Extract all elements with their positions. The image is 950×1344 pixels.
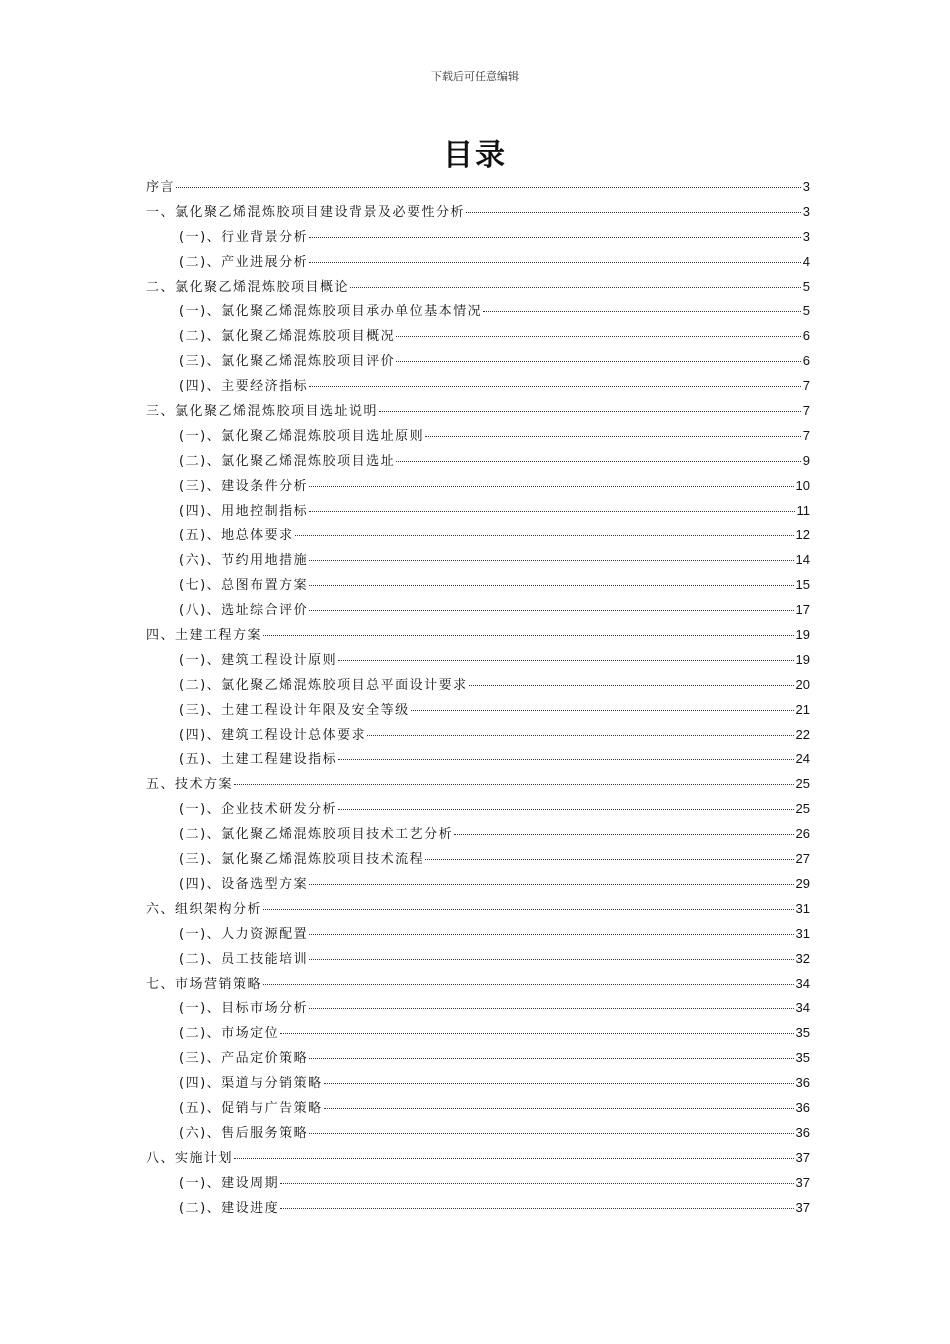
toc-entry[interactable] xyxy=(146,649,810,674)
toc-entry-page-number: 37 xyxy=(795,1174,810,1190)
toc-entry-label: (二)、氯化聚乙烯混炼胶项目总平面设计要求 xyxy=(179,677,468,693)
toc-entry-label: (四)、设备选型方案 xyxy=(179,876,309,892)
toc-entry-label: 三、氯化聚乙烯混炼胶项目选址说明 xyxy=(146,404,379,420)
toc-entry-page-number: 4 xyxy=(802,253,810,269)
toc-entry[interactable] xyxy=(146,923,810,948)
toc-entry-label: (三)、建设条件分析 xyxy=(179,478,309,494)
toc-entry-page-number: 22 xyxy=(795,726,810,742)
toc-entry[interactable] xyxy=(146,1147,810,1172)
toc-entry[interactable] xyxy=(146,873,810,898)
toc-entry-page-number: 3 xyxy=(802,179,810,194)
toc-entry[interactable] xyxy=(146,773,810,798)
toc-entry-label: 七、市场营销策略 xyxy=(146,976,263,992)
toc-entry[interactable] xyxy=(146,500,810,525)
toc-dot-leader xyxy=(309,1058,793,1059)
toc-entry-page-number: 6 xyxy=(802,353,810,369)
toc-entry-label: (五)、促销与广告策略 xyxy=(179,1100,323,1116)
toc-entry[interactable] xyxy=(146,1122,810,1147)
toc-entry-page-number: 24 xyxy=(795,751,810,767)
toc-entry-label: (四)、渠道与分销策略 xyxy=(179,1076,323,1092)
toc-entry-label: (二)、员工技能培训 xyxy=(179,951,309,967)
toc-dot-leader xyxy=(338,759,793,760)
toc-entry-page-number: 34 xyxy=(795,975,810,991)
toc-dot-leader xyxy=(234,1158,794,1159)
toc-entry-label: (一)、人力资源配置 xyxy=(179,926,309,942)
toc-dot-leader xyxy=(309,959,793,960)
toc-entry-label: (四)、主要经济指标 xyxy=(179,379,309,395)
toc-entry[interactable] xyxy=(146,798,810,823)
toc-entry-page-number: 35 xyxy=(795,1025,810,1041)
toc-dot-leader xyxy=(454,834,793,835)
toc-entry-page-number: 37 xyxy=(795,1149,810,1165)
toc-entry-page-number: 14 xyxy=(795,552,810,568)
toc-dot-leader xyxy=(309,560,793,561)
toc-dot-leader xyxy=(309,934,793,935)
toc-entry[interactable] xyxy=(146,1072,810,1097)
toc-entry-label: (一)、氯化聚乙烯混炼胶项目选址原则 xyxy=(179,428,425,444)
toc-dot-leader xyxy=(396,336,801,337)
toc-dot-leader xyxy=(324,1108,794,1109)
toc-entry-page-number: 10 xyxy=(795,477,810,493)
toc-entry-label: (三)、氯化聚乙烯混炼胶项目评价 xyxy=(179,354,396,370)
toc-entry-label: (二)、氯化聚乙烯混炼胶项目概况 xyxy=(179,329,396,345)
toc-entry[interactable] xyxy=(146,674,810,699)
toc-entry-label: (六)、节约用地措施 xyxy=(179,553,309,569)
toc-entry[interactable] xyxy=(146,226,810,251)
toc-entry-label: (二)、氯化聚乙烯混炼胶项目技术工艺分析 xyxy=(179,827,454,843)
toc-dot-leader xyxy=(309,486,793,487)
toc-dot-leader xyxy=(309,262,801,263)
toc-dot-leader xyxy=(309,386,801,387)
toc-entry-page-number: 36 xyxy=(795,1075,810,1091)
toc-dot-leader xyxy=(309,884,793,885)
toc-entry-page-number: 32 xyxy=(795,950,810,966)
toc-entry-label: (一)、行业背景分析 xyxy=(179,229,309,245)
toc-entry-page-number: 36 xyxy=(795,1124,810,1140)
toc-dot-leader xyxy=(309,237,801,238)
toc-entry[interactable] xyxy=(146,973,810,998)
toc-entry-page-number: 11 xyxy=(796,502,810,518)
toc-entry-page-number: 35 xyxy=(795,1050,810,1066)
toc-entry[interactable] xyxy=(146,325,810,350)
toc-dot-leader xyxy=(309,610,793,611)
toc-entry-label: (五)、土建工程建设指标 xyxy=(179,752,338,768)
toc-entry-page-number: 31 xyxy=(795,900,810,916)
toc-entry[interactable] xyxy=(146,599,810,624)
toc-entry-page-number: 29 xyxy=(795,875,810,891)
toc-dot-leader xyxy=(396,461,801,462)
toc-entry-label: (二)、市场定位 xyxy=(179,1026,280,1042)
toc-dot-leader xyxy=(309,511,794,512)
toc-entry[interactable] xyxy=(146,549,810,574)
toc-entry-label: (三)、土建工程设计年限及安全等级 xyxy=(179,702,410,718)
toc-dot-leader xyxy=(263,909,794,910)
toc-entry-label: 序言 xyxy=(146,180,176,195)
toc-entry-page-number: 7 xyxy=(802,403,810,419)
toc-entry-page-number: 3 xyxy=(802,203,810,219)
toc-dot-leader xyxy=(350,287,801,288)
toc-entry-label: (二)、建设进度 xyxy=(179,1200,280,1216)
toc-entry[interactable] xyxy=(146,1197,810,1222)
toc-entry-page-number: 6 xyxy=(802,328,810,344)
toc-dot-leader xyxy=(295,535,794,536)
toc-entry-page-number: 9 xyxy=(802,452,810,468)
table-of-contents xyxy=(146,176,810,1221)
toc-dot-leader xyxy=(309,1133,793,1134)
toc-entry[interactable] xyxy=(146,1022,810,1047)
toc-dot-leader xyxy=(483,311,801,312)
toc-entry-label: 五、技术方案 xyxy=(146,777,234,793)
toc-dot-leader xyxy=(280,1033,793,1034)
toc-entry-label: 一、氯化聚乙烯混炼胶项目建设背景及必要性分析 xyxy=(146,204,466,220)
toc-entry[interactable] xyxy=(146,475,810,500)
toc-entry-label: (二)、氯化聚乙烯混炼胶项目选址 xyxy=(179,453,396,469)
toc-dot-leader xyxy=(425,436,801,437)
toc-entry-label: (一)、目标市场分析 xyxy=(179,1001,309,1017)
toc-entry[interactable] xyxy=(146,176,810,201)
toc-entry-page-number: 27 xyxy=(795,851,810,867)
toc-entry-label: 六、组织架构分析 xyxy=(146,901,263,917)
toc-dot-leader xyxy=(280,1208,793,1209)
toc-entry-page-number: 19 xyxy=(795,651,810,667)
toc-entry-label: (二)、产业进展分析 xyxy=(179,254,309,270)
toc-entry-page-number: 17 xyxy=(795,602,810,618)
toc-dot-leader xyxy=(338,809,793,810)
toc-entry-page-number: 26 xyxy=(795,826,810,842)
toc-entry-label: (五)、地总体要求 xyxy=(179,528,294,544)
toc-entry-label: 八、实施计划 xyxy=(146,1150,234,1166)
toc-entry[interactable] xyxy=(146,823,810,848)
toc-entry[interactable] xyxy=(146,524,810,549)
toc-entry-page-number: 25 xyxy=(795,801,810,817)
toc-entry-label: (一)、建设周期 xyxy=(179,1175,280,1191)
toc-entry-label: 四、土建工程方案 xyxy=(146,628,263,644)
toc-entry[interactable] xyxy=(146,574,810,599)
toc-entry[interactable] xyxy=(146,450,810,475)
page-header-note: 下载后可任意编辑 xyxy=(431,70,519,83)
toc-entry-page-number: 19 xyxy=(795,627,810,643)
toc-entry-label: (四)、建筑工程设计总体要求 xyxy=(179,727,367,743)
toc-dot-leader xyxy=(309,585,793,586)
toc-entry-page-number: 7 xyxy=(802,378,810,394)
toc-dot-leader xyxy=(234,784,794,785)
toc-dot-leader xyxy=(411,710,794,711)
toc-entry[interactable] xyxy=(146,201,810,226)
toc-entry-page-number: 5 xyxy=(802,278,810,294)
toc-entry-label: (八)、选址综合评价 xyxy=(179,603,309,619)
toc-entry-page-number: 21 xyxy=(795,701,810,717)
toc-entry[interactable] xyxy=(146,300,810,325)
toc-dot-leader xyxy=(263,635,794,636)
toc-entry-label: (三)、产品定价策略 xyxy=(179,1051,309,1067)
toc-entry-page-number: 20 xyxy=(795,676,810,692)
toc-entry[interactable] xyxy=(146,1047,810,1072)
toc-dot-leader xyxy=(466,212,801,213)
toc-dot-leader xyxy=(425,859,793,860)
toc-entry-page-number: 36 xyxy=(795,1099,810,1115)
toc-entry-page-number: 12 xyxy=(795,527,810,543)
toc-dot-leader xyxy=(338,660,793,661)
toc-entry-page-number: 25 xyxy=(795,776,810,792)
toc-entry[interactable] xyxy=(146,848,810,873)
toc-dot-leader xyxy=(379,411,801,412)
toc-dot-leader xyxy=(469,685,794,686)
toc-entry-label: (一)、企业技术研发分析 xyxy=(179,802,338,818)
toc-dot-leader xyxy=(263,984,794,985)
toc-entry[interactable] xyxy=(146,699,810,724)
toc-entry[interactable] xyxy=(146,624,810,649)
toc-entry[interactable] xyxy=(146,276,810,301)
toc-entry[interactable] xyxy=(146,948,810,973)
toc-entry-label: (一)、建筑工程设计原则 xyxy=(179,652,338,668)
toc-entry-page-number: 5 xyxy=(802,303,810,319)
toc-entry-label: (一)、氯化聚乙烯混炼胶项目承办单位基本情况 xyxy=(179,304,483,320)
toc-dot-leader xyxy=(280,1183,793,1184)
toc-entry[interactable] xyxy=(146,1097,810,1122)
toc-entry[interactable] xyxy=(146,1172,810,1197)
toc-entry[interactable] xyxy=(146,748,810,773)
toc-entry-label: (三)、氯化聚乙烯混炼胶项目技术流程 xyxy=(179,852,425,868)
toc-entry[interactable] xyxy=(146,375,810,400)
toc-dot-leader xyxy=(396,361,801,362)
toc-entry[interactable] xyxy=(146,400,810,425)
toc-dot-leader xyxy=(324,1083,794,1084)
toc-entry-label: (六)、售后服务策略 xyxy=(179,1125,309,1141)
toc-entry-page-number: 3 xyxy=(802,228,810,244)
toc-entry-label: (四)、用地控制指标 xyxy=(179,503,309,519)
toc-dot-leader xyxy=(176,187,801,188)
toc-entry-page-number: 34 xyxy=(795,1000,810,1016)
toc-entry[interactable] xyxy=(146,724,810,749)
toc-entry-page-number: 31 xyxy=(795,925,810,941)
toc-entry[interactable] xyxy=(146,350,810,375)
toc-entry-page-number: 37 xyxy=(795,1199,810,1215)
page-title: 目录 xyxy=(443,138,507,173)
toc-entry[interactable] xyxy=(146,251,810,276)
toc-entry-label: 二、氯化聚乙烯混炼胶项目概论 xyxy=(146,279,350,295)
toc-entry-page-number: 7 xyxy=(802,427,810,443)
toc-entry-label: (七)、总图布置方案 xyxy=(179,578,309,594)
toc-entry[interactable] xyxy=(146,425,810,450)
toc-dot-leader xyxy=(367,735,793,736)
toc-dot-leader xyxy=(309,1008,793,1009)
toc-entry[interactable] xyxy=(146,898,810,923)
toc-entry[interactable] xyxy=(146,997,810,1022)
toc-entry-page-number: 15 xyxy=(795,577,810,593)
